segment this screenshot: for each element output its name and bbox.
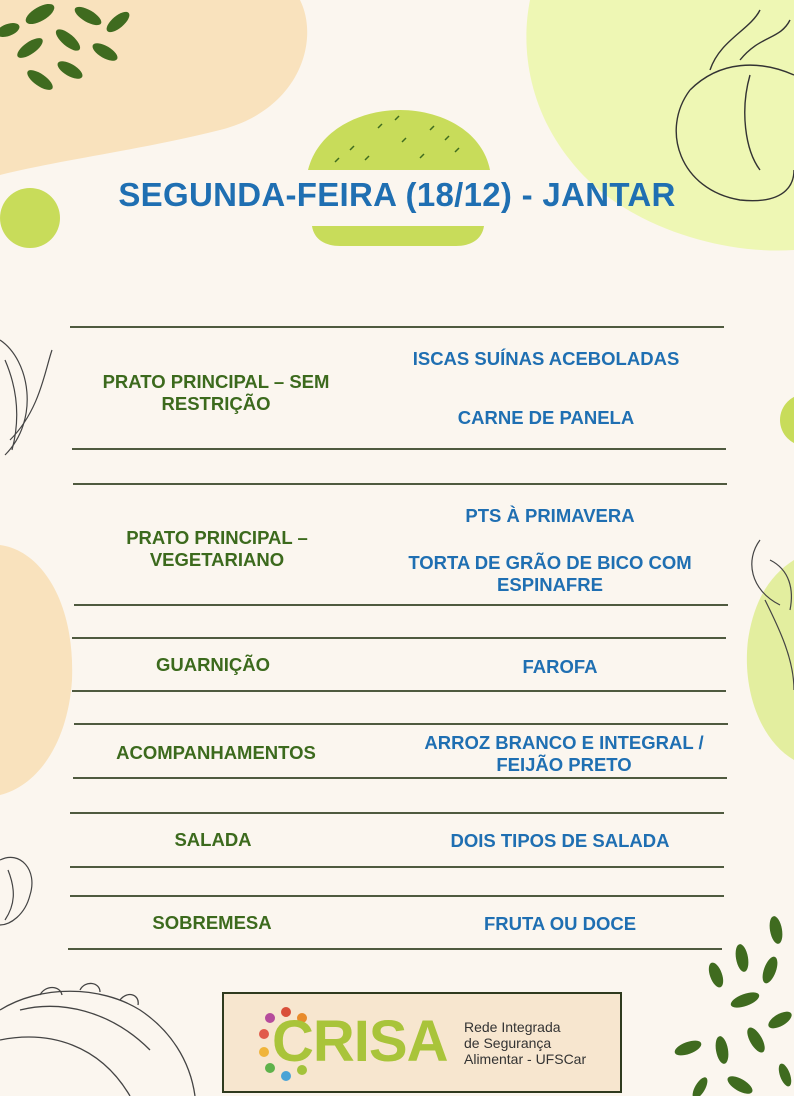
menu-category: PRATO PRINCIPAL – SEM RESTRIÇÃO (102, 371, 330, 414)
menu-dish: ISCAS SUÍNAS ACEBOLADAS (412, 348, 680, 369)
crisa-logo-box (222, 992, 622, 1093)
page-title: SEGUNDA-FEIRA (18/12) - JANTAR (118, 176, 676, 213)
row-divider (70, 895, 724, 897)
row-divider (70, 812, 724, 814)
menu-dish: FRUTA OU DOCE (483, 913, 637, 934)
menu-dish: TORTA DE GRÃO DE BICO COM ESPINAFRE (408, 552, 692, 595)
row-divider (73, 777, 727, 779)
menu-category: SOBREMESA (152, 912, 272, 933)
row-divider (72, 690, 726, 692)
menu-dish: ARROZ BRANCO E INTEGRAL / FEIJÃO PRETO (424, 732, 704, 775)
menu-dish: CARNE DE PANELA (457, 407, 635, 428)
logo-tagline: de Segurança (464, 1035, 552, 1051)
menu-category: ACOMPANHAMENTOS (116, 742, 316, 763)
row-divider (70, 326, 724, 328)
row-divider (74, 604, 728, 606)
row-divider (70, 866, 724, 868)
row-divider (73, 483, 727, 485)
crisa-logo-word: CRISA (272, 1009, 448, 1074)
menu-category: GUARNIÇÃO (155, 654, 271, 675)
logo-tagline: Rede Integrada (464, 1019, 561, 1035)
menu-dish: PTS À PRIMAVERA (465, 505, 635, 526)
row-divider (74, 723, 728, 725)
menu-dish: DOIS TIPOS DE SALADA (450, 830, 670, 851)
row-divider (68, 948, 722, 950)
row-divider (72, 637, 726, 639)
menu-dish: FAROFA (522, 656, 598, 677)
menu-category: PRATO PRINCIPAL – VEGETARIANO (126, 527, 308, 570)
menu-category: SALADA (174, 829, 252, 850)
logo-tagline: Alimentar - UFSCar (464, 1051, 587, 1067)
row-divider (72, 448, 726, 450)
